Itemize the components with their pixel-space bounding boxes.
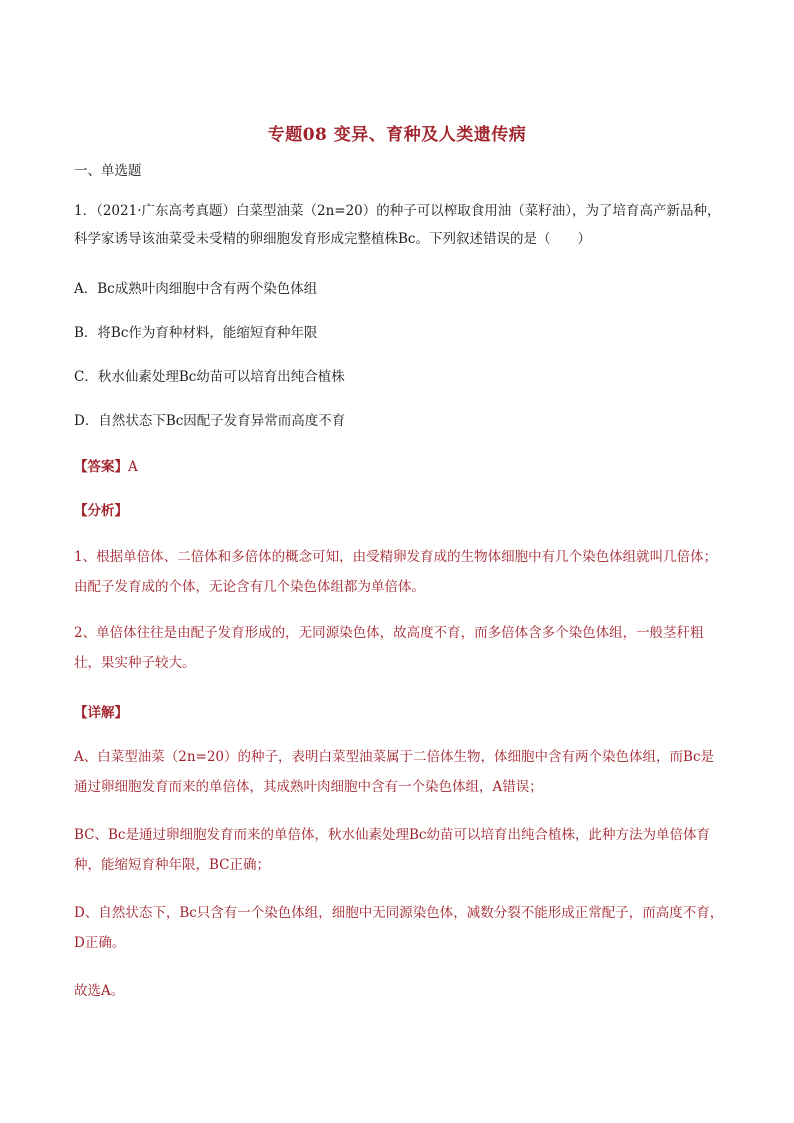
detail-a-line-2: 通过卵细胞发育而来的单倍体，其成熟叶肉细胞中含有一个染色体组，A错误； <box>74 779 543 795</box>
answer-row <box>74 456 734 478</box>
detail-bc-line-1: BC、Bc是通过卵细胞发育而来的单倍体，秋水仙素处理Bc幼苗可以培育出纯合植株，此种方法为单倍体育 <box>74 827 710 843</box>
page-title: 专题08 变异、育种及人类遗传病 <box>267 125 527 145</box>
analysis-p1-line-1: 1、根据单倍体、二倍体和多倍体的概念可知，由受精卵发育成的生物体细胞中有几个染色体组就叫几倍体； <box>74 549 718 565</box>
detail-label: 【详解】 <box>74 705 128 721</box>
option-b: B．将Bc作为育种材料，能缩短育种年限 <box>74 325 318 341</box>
analysis-p2-line-2: 壮，果实种子较大。 <box>74 655 196 671</box>
question-text-line-1: 1．（2021·广东高考真题）白菜型油菜（2n=20）的种子可以榨取食用油（菜籽油），为了培育高产新品种， <box>74 203 721 219</box>
detail-d-line-2: D正确。 <box>74 935 126 951</box>
section-heading: 一、单选题 <box>74 163 142 179</box>
option-d: D．自然状态下Bc因配子发育异常而高度不育 <box>74 413 346 429</box>
option-c: C．秋水仙素处理Bc幼苗可以培育出纯合植株 <box>74 369 345 385</box>
detail-d-line-1: D、自然状态下，Bc只含有一个染色体组，细胞中无同源染色体，减数分裂不能形成正常配子，而高度不育， <box>74 905 724 921</box>
analysis-p2-line-1: 2、单倍体往往是由配子发育形成的，无同源染色体，故高度不育，而多倍体含多个染色体组，一般茎秆粗 <box>74 625 704 641</box>
answer-value: A <box>128 459 138 475</box>
detail-a-line-1: A、白菜型油菜（2n=20）的种子，表明白菜型油菜属于二倍体生物，体细胞中含有两个染色体组，而Bc是 <box>74 749 715 765</box>
analysis-label: 【分析】 <box>74 503 128 519</box>
detail-label-row <box>74 702 734 724</box>
detail-conclusion: 故选A。 <box>74 983 125 999</box>
question-text-line-2: 科学家诱导该油菜受未受精的卵细胞发育形成完整植株Bc。下列叙述错误的是（ ） <box>74 231 591 247</box>
answer-label: 【答案】 <box>74 459 128 475</box>
analysis-label-row <box>74 500 734 522</box>
detail-bc-line-2: 种，能缩短育种年限，BC正确； <box>74 857 271 873</box>
option-a: A．Bc成熟叶肉细胞中含有两个染色体组 <box>74 281 318 297</box>
analysis-p1-line-2: 由配子发育成的个体，无论含有几个染色体组都为单倍体。 <box>74 579 425 595</box>
